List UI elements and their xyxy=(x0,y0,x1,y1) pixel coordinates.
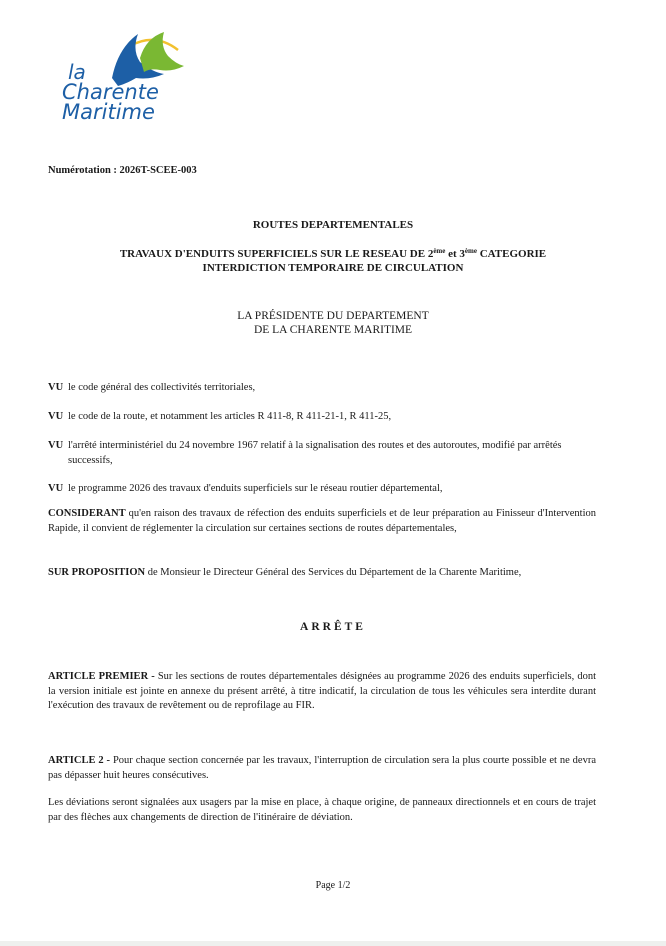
deviations-paragraph: Les déviations seront signalées aux usagers par la mise en place, à chaque origine, de panneaux directionnels et en cours de trajet par des flèches aux changements de direction de l'itinéraire de déviation. xyxy=(48,797,596,823)
vu-item xyxy=(48,439,608,468)
vu-item xyxy=(48,410,598,425)
logo-wordmark xyxy=(62,62,159,122)
considerant-text: qu'en raison des travaux de réfection des enduits superficiels et de leur préparation au Finisseur d'Intervention Rapide, il convient de réglementer la circulation sur certaines sections de routes départementales, xyxy=(48,508,596,534)
title2-sup2: ème xyxy=(464,247,477,255)
title2-line2: INTERDICTION TEMPORAIRE DE CIRCULATION xyxy=(202,262,464,274)
vu-key: VU xyxy=(48,440,64,451)
considerant-paragraph xyxy=(48,507,596,536)
page-number: Page 1/2 xyxy=(315,880,351,891)
title2-part-a: TRAVAUX D'ENDUITS SUPERFICIELS SUR LE RESEAU DE 2 xyxy=(119,248,434,260)
proposition-text: de Monsieur le Directeur Général des Services du Département de la Charente Maritime, xyxy=(145,567,522,578)
article-2 xyxy=(48,754,596,783)
article1-key: ARTICLE PREMIER - xyxy=(48,671,155,682)
vu-key: VU xyxy=(48,483,64,494)
arrete-heading: ARRÊTE xyxy=(300,621,366,633)
vu-text: le code général des collectivités territoriales, xyxy=(68,382,256,393)
title2-part-b: et 3 xyxy=(445,248,465,260)
presidente-heading xyxy=(0,309,666,337)
article-premier xyxy=(48,670,596,714)
vu-item xyxy=(48,381,598,396)
logo-line-charente: Charente xyxy=(62,80,159,104)
logo-line-maritime: Maritime xyxy=(62,100,155,124)
vu-text: le programme 2026 des travaux d'enduits superficiels sur le réseau routier départemental, xyxy=(68,483,443,494)
proposition-paragraph xyxy=(48,566,596,581)
article2-key: ARTICLE 2 - xyxy=(48,755,111,766)
vu-item xyxy=(48,482,598,497)
vu-key: VU xyxy=(48,411,64,422)
title2-part-c: CATEGORIE xyxy=(476,248,547,260)
vu-text: le code de la route, et notamment les articles R 411-8, R 411-21-1, R 411-25, xyxy=(68,411,392,422)
vu-text: l'arrêté interministériel du 24 novembre 1967 relatif à la signalisation des routes et des autoroutes, modifié par arrêtés successifs, xyxy=(68,440,562,466)
article1-text: Sur les sections de routes départementales désignées au programme 2026 des enduits superficiels, dont la version initiale est jointe en annexe du présent arrêté, à titre indicatif, la circulation de tous les véhicules sera interdite durant l'exécution des travaux de revêtement ou de reprofilage au FIR. xyxy=(48,671,596,711)
presidente-line2: DE LA CHARENTE MARITIME xyxy=(253,324,413,336)
title-travaux xyxy=(0,247,666,275)
bottom-edge xyxy=(0,941,666,946)
considerant-key: CONSIDERANT xyxy=(48,508,126,519)
article2-text: Pour chaque section concernée par les travaux, l'interruption de circulation sera la plus courte possible et ne devra pas dépasser huit heures consécutives. xyxy=(48,755,596,781)
proposition-key: SUR PROPOSITION xyxy=(48,567,146,578)
numerotation: Numérotation : 2026T-SCEE-003 xyxy=(48,165,197,176)
presidente-line1: LA PRÉSIDENTE DU DEPARTEMENT xyxy=(237,310,429,322)
logo-line-la: la xyxy=(68,60,86,84)
title-routes: ROUTES DEPARTEMENTALES xyxy=(252,219,414,231)
vu-key: VU xyxy=(48,382,64,393)
title2-sup1: ème xyxy=(433,247,446,255)
